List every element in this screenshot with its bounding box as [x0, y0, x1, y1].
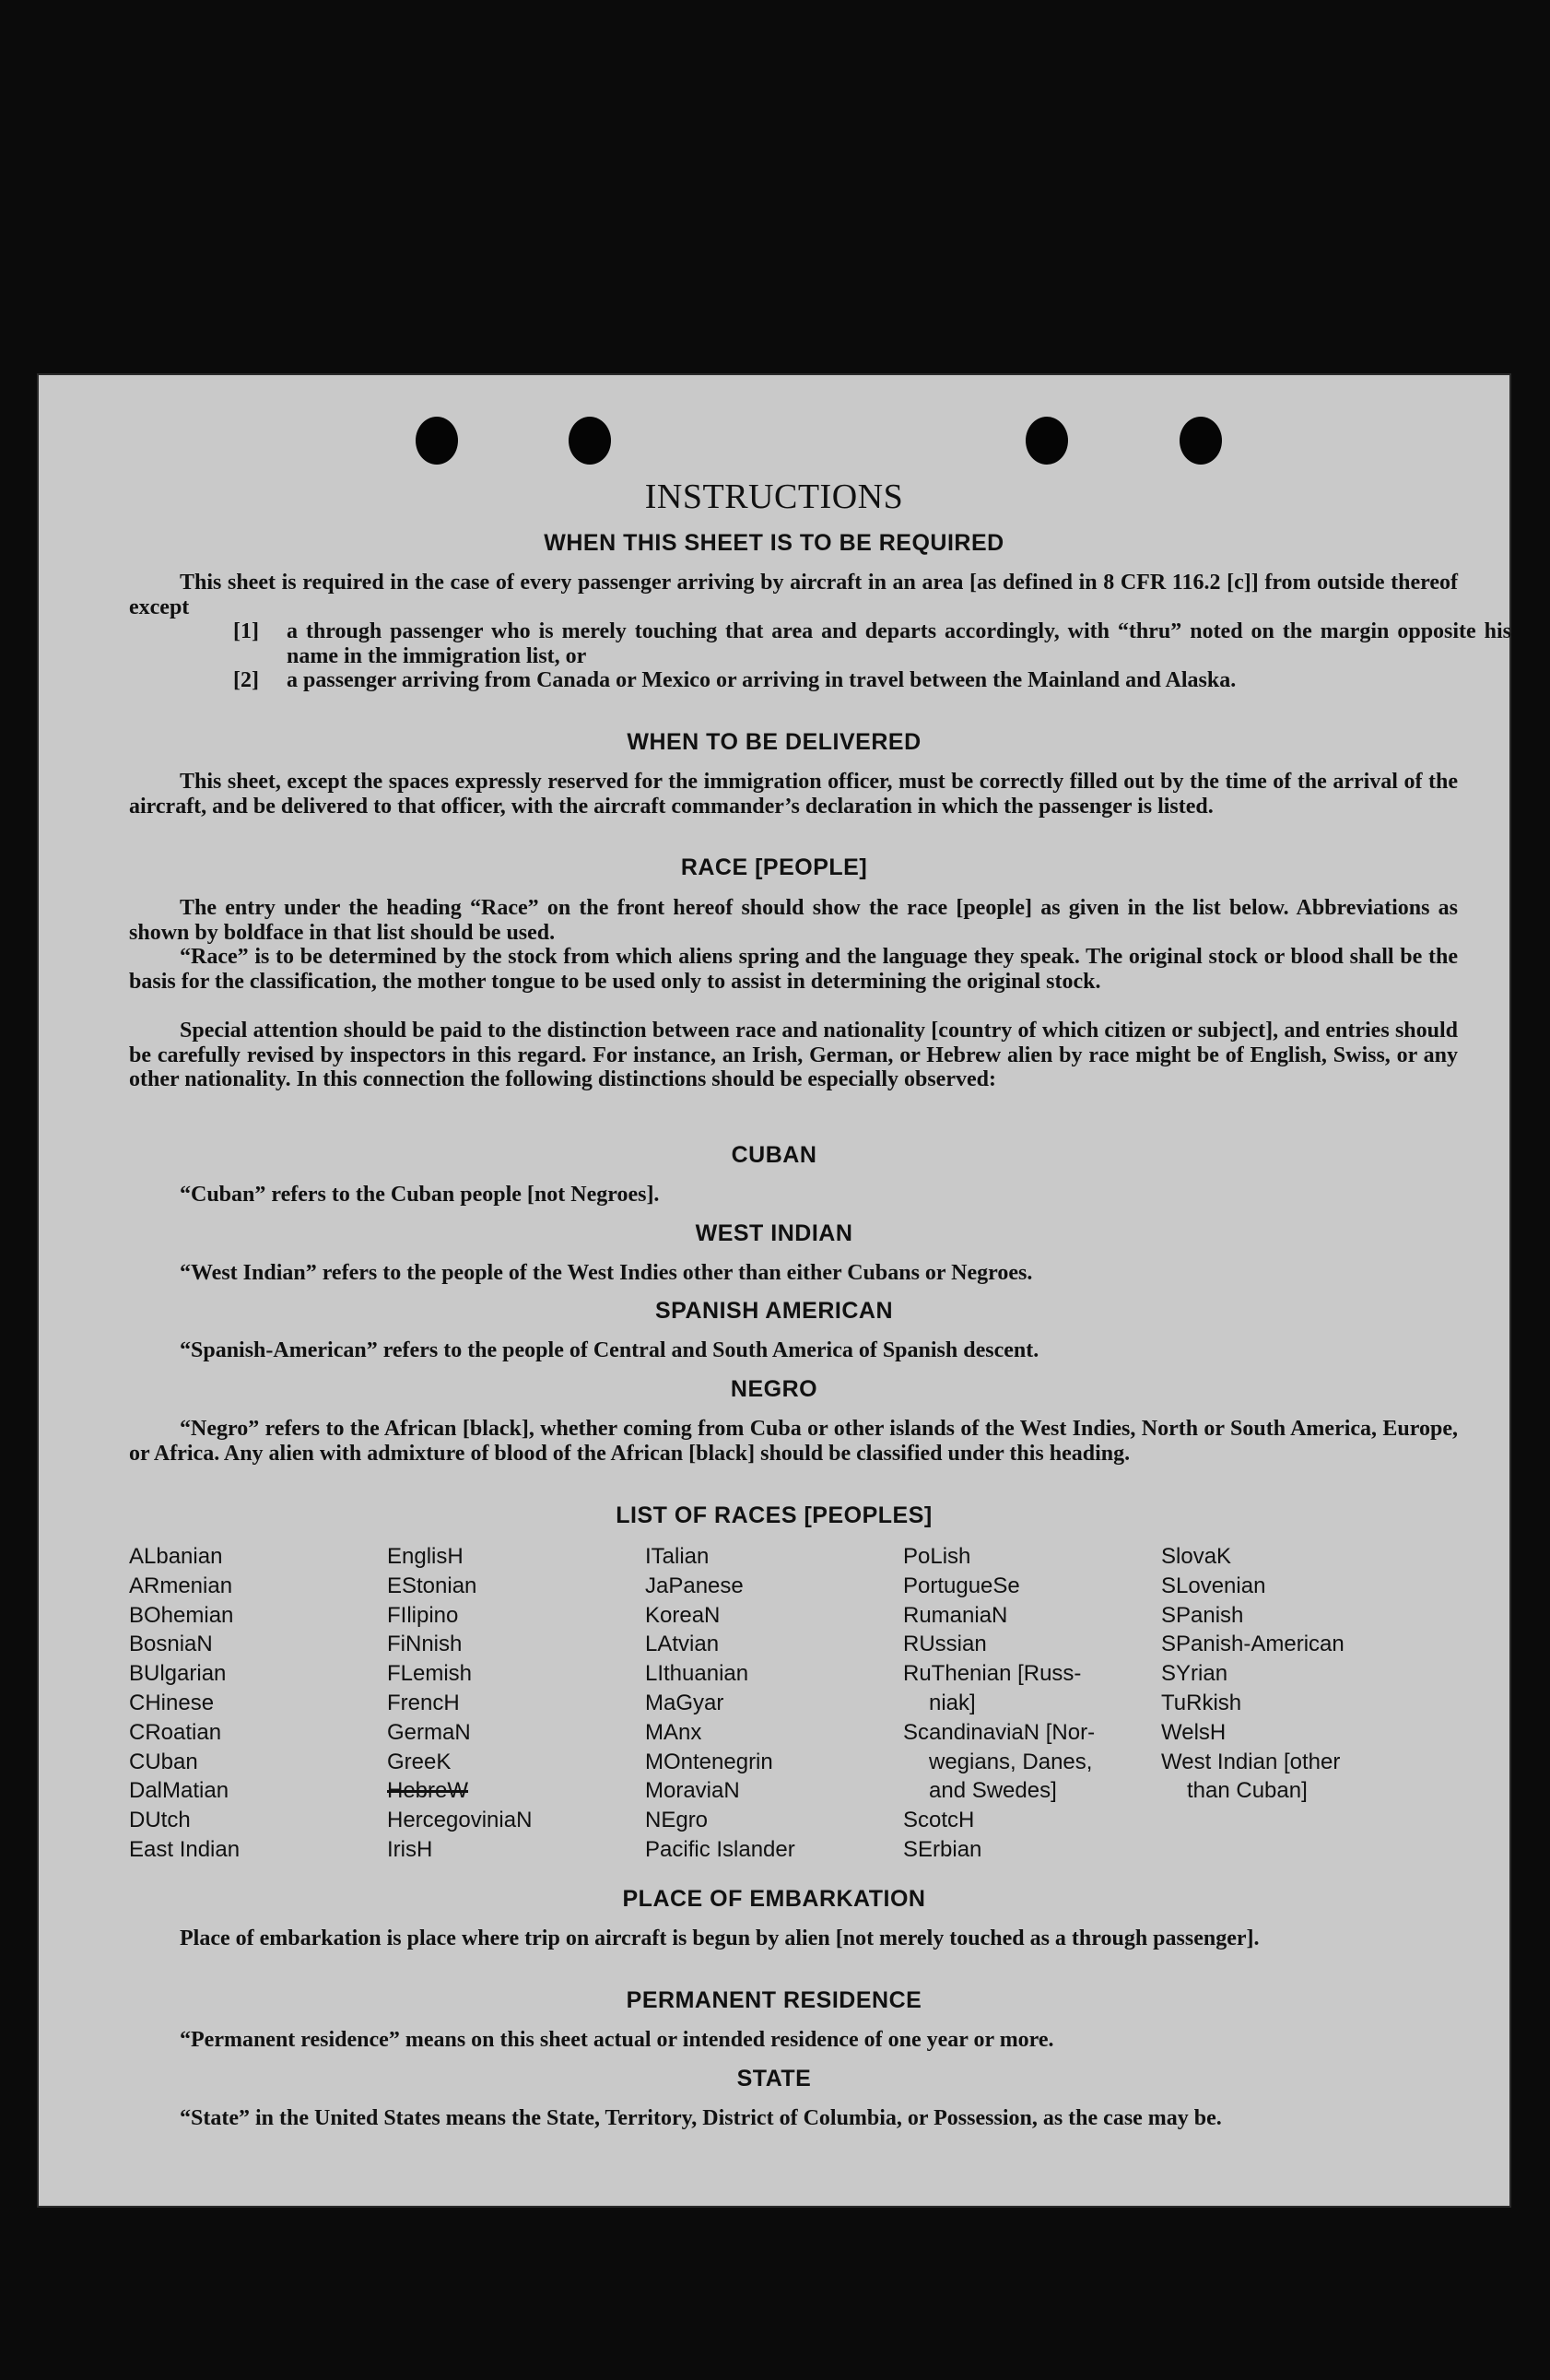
- heading-cuban: CUBAN: [731, 1142, 817, 1168]
- list-item: SlovaK: [1161, 1544, 1232, 1569]
- race-paragraph-2: “Race” is to be determined by the stock from which aliens spring and the language they speak. The original stock or blood shall be the basis for the classification, the mother tongue to be used only to assist in determining the original stock.: [129, 945, 1458, 994]
- list-item: JaPanese: [645, 1573, 744, 1598]
- list-item: BosniaN: [129, 1632, 213, 1657]
- race-paragraph-3: Special attention should be paid to the distinction between race and nationality [country of which citizen or subject], and entries should be carefully revised by inspectors in this regard. For instance, an Irish, German, or Hebrew alien by race might be of English, Swiss, or any other nationality. In this connection the following distinctions should be especially observed:: [129, 1019, 1458, 1091]
- races-column-4: [903, 1542, 1095, 1865]
- list-item: DUtch: [129, 1808, 191, 1833]
- item-text: a passenger arriving from Canada or Mexico or arriving in travel between the Mainland and Alaska.: [287, 668, 1237, 692]
- instruction-sheet: [37, 373, 1511, 2208]
- list-item: ScotcH: [903, 1808, 975, 1833]
- list-item: TuRkish: [1161, 1690, 1242, 1715]
- list-item: GermaN: [387, 1719, 471, 1745]
- list-item: PoLish: [903, 1544, 971, 1569]
- required-intro: This sheet is required in the case of every passenger arriving by aircraft in an area [as defined in 8 CFR 116.2 [c]] from outside thereof except: [129, 571, 1458, 619]
- list-item: BOhemian: [129, 1602, 234, 1628]
- state-text: “State” in the United States means the State, Territory, District of Columbia, or Possession, as the case may be.: [180, 2106, 1222, 2130]
- list-item: ALbanian: [129, 1544, 223, 1569]
- list-item: CRoatian: [129, 1719, 222, 1745]
- page-title: INSTRUCTIONS: [644, 477, 904, 516]
- list-item: FiNnish: [387, 1632, 463, 1657]
- heading-state: STATE: [736, 2066, 812, 2091]
- list-item: FrencH: [387, 1690, 460, 1715]
- list-item: MaGyar: [645, 1690, 724, 1715]
- list-item: FLemish: [387, 1661, 473, 1687]
- races-column-5: [1161, 1542, 1345, 1806]
- heading-spanish-american: SPANISH AMERICAN: [654, 1298, 893, 1324]
- list-item: SPanish: [1161, 1602, 1244, 1628]
- embarkation-text: Place of embarkation is place where trip on aircraft is begun by alien [not merely touched as a through passenger].: [180, 1926, 1260, 1950]
- list-item: SPanish-American: [1161, 1632, 1345, 1657]
- list-item: MoraviaN: [645, 1778, 740, 1804]
- list-item: CHinese: [129, 1690, 215, 1715]
- required-item-1: [233, 619, 1511, 668]
- punch-hole: [1026, 417, 1068, 465]
- list-item: DalMatian: [129, 1778, 229, 1804]
- spanish-american-text: “Spanish-American” refers to the people of Central and South America of Spanish descent.: [180, 1338, 1039, 1362]
- heading-list-of-races: LIST OF RACES [PEOPLES]: [616, 1502, 933, 1528]
- heading-delivered: WHEN TO BE DELIVERED: [627, 729, 922, 755]
- item-number: [1]: [233, 619, 259, 643]
- list-item: SLovenian: [1161, 1573, 1266, 1598]
- list-item: MAnx: [645, 1719, 702, 1745]
- list-item: and Swedes]: [929, 1778, 1057, 1804]
- list-item: MOntenegrin: [645, 1749, 773, 1774]
- list-item: GreeK: [387, 1749, 452, 1774]
- list-item: WelsH: [1161, 1719, 1227, 1745]
- list-item: EStonian: [387, 1573, 477, 1598]
- heading-negro: NEGRO: [730, 1376, 818, 1402]
- heading-residence: PERMANENT RESIDENCE: [626, 1987, 922, 2013]
- list-item: ARmenian: [129, 1573, 233, 1598]
- list-item: RUssian: [903, 1632, 987, 1657]
- list-item: ScandinaviaN [Nor-: [903, 1719, 1096, 1745]
- cuban-text: “Cuban” refers to the Cuban people [not Negroes].: [180, 1183, 660, 1207]
- list-item: PortugueSe: [903, 1573, 1020, 1598]
- list-item: RuThenian [Russ-: [903, 1661, 1082, 1687]
- delivered-text: This sheet, except the spaces expressly reserved for the immigration officer, must be correctly filled out by the time of the arrival of the aircraft, and be delivered to that officer, with the aircraft commander’s declaration in which the passenger is listed.: [129, 770, 1458, 819]
- race-paragraph-1: The entry under the heading “Race” on the front hereof should show the race [people] as given in the list below. Abbreviations as shown by boldface in that list should be used.: [129, 896, 1458, 945]
- item-text: a through passenger who is merely touching that area and departs accordingly, with “thru” noted on the margin opposite his name in the immigration list, or: [287, 619, 1511, 668]
- list-item: East Indian: [129, 1836, 241, 1862]
- races-column-2: [387, 1542, 532, 1865]
- list-item: IrisH: [387, 1836, 433, 1862]
- list-item: EnglisH: [387, 1544, 464, 1569]
- heading-required: WHEN THIS SHEET IS TO BE REQUIRED: [544, 530, 1004, 556]
- item-number: [2]: [233, 668, 259, 692]
- races-column-3: [645, 1542, 795, 1865]
- list-item: NEgro: [645, 1808, 709, 1833]
- list-item: SYrian: [1161, 1661, 1228, 1687]
- list-item: RumaniaN: [903, 1602, 1008, 1628]
- heading-embarkation: PLACE OF EMBARKATION: [622, 1886, 926, 1912]
- races-column-1: [129, 1542, 240, 1865]
- punch-hole: [416, 417, 458, 465]
- list-item: LAtvian: [645, 1632, 720, 1657]
- list-item: KoreaN: [645, 1602, 721, 1628]
- list-item-struck: HebreW: [387, 1778, 469, 1804]
- heading-west-indian: WEST INDIAN: [695, 1220, 853, 1246]
- west-indian-text: “West Indian” refers to the people of the West Indies other than either Cubans or Negroes.: [180, 1261, 1033, 1285]
- list-item: West Indian [other: [1161, 1749, 1341, 1774]
- list-item: LIthuanian: [645, 1661, 749, 1687]
- list-item: ITalian: [645, 1544, 710, 1569]
- punch-hole: [1180, 417, 1222, 465]
- list-item: wegians, Danes,: [929, 1749, 1093, 1774]
- list-item: niak]: [929, 1690, 976, 1715]
- list-item: Pacific Islander: [645, 1836, 795, 1862]
- negro-text: “Negro” refers to the African [black], whether coming from Cuba or other islands of the West Indies, North or South America, Europe, or Africa. Any alien with admixture of blood of the African [black] should be classified under this heading.: [129, 1417, 1458, 1466]
- list-item: SErbian: [903, 1836, 982, 1862]
- list-item: CUban: [129, 1749, 198, 1774]
- residence-text: “Permanent residence” means on this sheet actual or intended residence of one year or more.: [180, 2028, 1054, 2052]
- list-item: HercegoviniaN: [387, 1808, 533, 1833]
- list-item: FIlipino: [387, 1602, 459, 1628]
- required-item-2: [233, 668, 1511, 693]
- list-item: than Cuban]: [1187, 1778, 1308, 1804]
- heading-race: RACE [PEOPLE]: [680, 854, 868, 880]
- punch-hole: [569, 417, 611, 465]
- list-item: BUlgarian: [129, 1661, 227, 1687]
